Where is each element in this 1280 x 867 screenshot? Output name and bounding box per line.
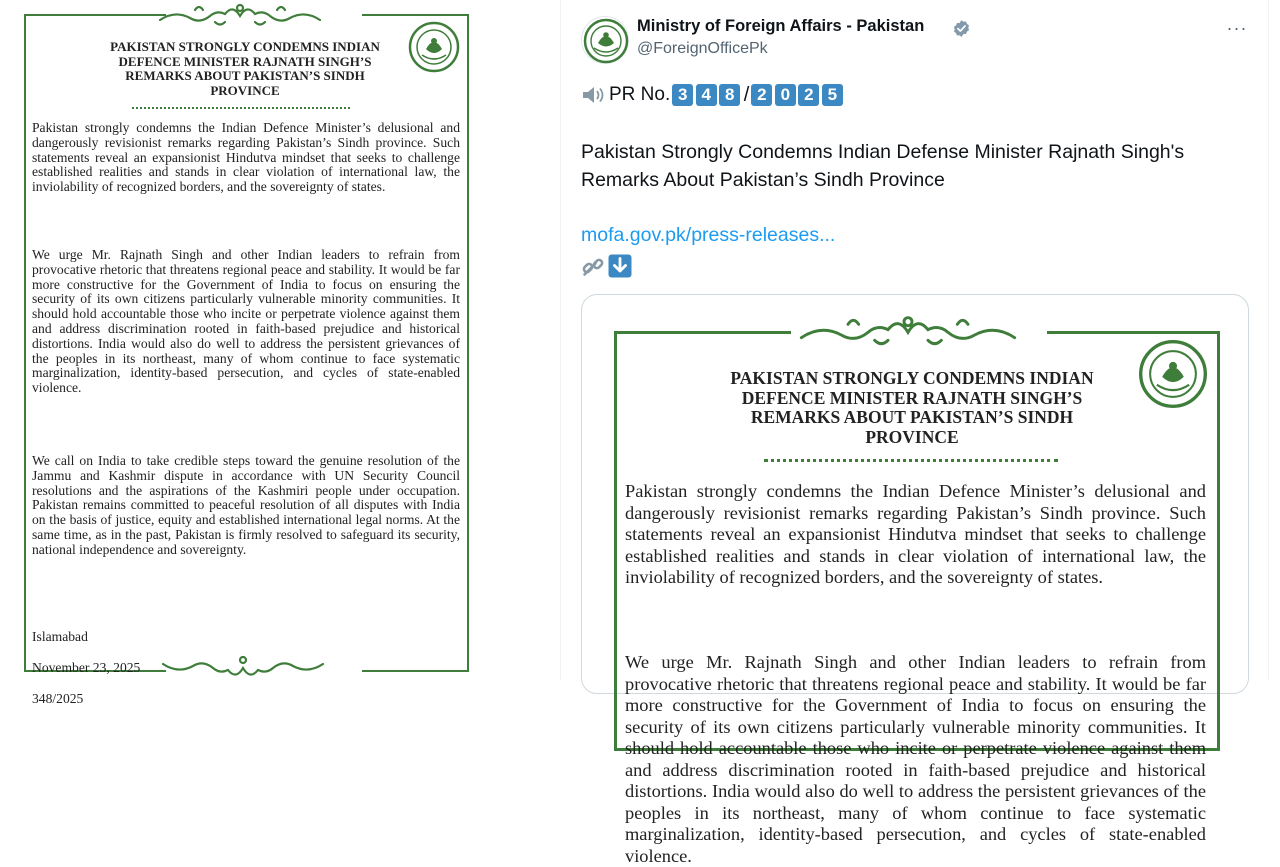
- document-ref: 348/2025: [32, 690, 84, 706]
- down-arrow-icon: [608, 254, 632, 278]
- tweet[interactable]: [561, 0, 1268, 866]
- document-title-line: DEFENCE MINISTER RAJNATH SINGH’S: [118, 53, 372, 69]
- press-release-link[interactable]: mofa.gov.pk/press-releases...: [581, 224, 836, 246]
- tweet-text: Pakistan Strongly Condemns Indian Defense Minister Rajnath Singh's Remarks About Pakistan’s Sindh Province: [581, 141, 1185, 191]
- keycap-digit: 8: [719, 84, 740, 106]
- ministry-seal-icon: [582, 17, 630, 65]
- document-paragraph-1: Pakistan strongly condemns the Indian Defence Minister’s delusional and dangerously revisionist remarks regarding Pakistan’s Sindh province. Such statements reveal an expansionist Hindutva mindset that seeks to challenge established realities and stands in clear violation of international law, the inviolability of recognized borders, and the sovereignty of states.: [32, 120, 460, 195]
- document-title-line: REMARKS ABOUT PAKISTAN’S SINDH: [750, 407, 1074, 427]
- speaker-icon: [581, 84, 607, 106]
- display-name[interactable]: Ministry of Foreign Affairs - Pakistan: [637, 17, 925, 35]
- ornament-bottom-icon: [158, 652, 328, 680]
- keycap-digit: 5: [822, 84, 843, 106]
- document-title-line: PAKISTAN STRONGLY CONDEMNS INDIAN: [730, 368, 1094, 388]
- handle[interactable]: @ForeignOfficePk: [637, 40, 768, 57]
- keycap-digit: 0: [775, 84, 796, 106]
- document-place: Islamabad: [32, 628, 88, 644]
- ministry-seal-icon: [1138, 339, 1208, 409]
- document-title-line: PROVINCE: [865, 426, 959, 447]
- keycap-digit: 4: [696, 84, 717, 106]
- document-date: November 23, 2025: [32, 659, 141, 675]
- title-divider: [764, 459, 1058, 462]
- ornament-top-icon: [155, 0, 325, 30]
- document-title-line: PAKISTAN STRONGLY CONDEMNS INDIAN: [110, 39, 380, 54]
- keycap-digit: 2: [798, 84, 819, 106]
- verified-badge-icon: [952, 19, 971, 38]
- document-footer: [32, 613, 140, 722]
- keycap-digit: 2: [751, 84, 772, 106]
- title-divider: [132, 107, 350, 109]
- press-release-document: [0, 0, 560, 706]
- document-paragraph-3: We call on India to take credible steps toward the genuine resolution of the Jammu and Kashmir dispute in accordance with UN Security Council resolutions and the aspirations of the Kashmiri people under occupation. Pakistan remains committed to peaceful resolution of all disputes with India on the basis of justice, equity and established international legal norms. At the same time, as in the past, Pakistan is firmly resolved to safeguard its security, national independence and sovereignty.: [32, 453, 460, 557]
- media-card[interactable]: [581, 294, 1249, 866]
- document-paragraph-2: We urge Mr. Rajnath Singh and other Indian leaders to refrain from provocative rhetoric that threatens regional peace and stability. It would be far more constructive for the Government of India to focus on ensuring the security of its own citizens particularly vulnerable minority communities. It should hold accountable those who incite or perpetrate violence against them and address discrimination rooted in faith-based prejudice and historical distortions. India would also do well to address the persistent grievances of the peoples in its northeast, many of whom continue to face systematic marginalization, identity-based persecution, and cycles of state-enabled violence.: [32, 247, 460, 396]
- more-options-icon[interactable]: ···: [1226, 18, 1248, 38]
- document-title-line: REMARKS ABOUT PAKISTAN’S SINDH: [125, 68, 365, 83]
- document-title-line: PROVINCE: [210, 82, 280, 98]
- pr-slash: /: [743, 83, 750, 106]
- press-release-number: [581, 82, 845, 108]
- timeline-border: [1268, 0, 1269, 680]
- document-title: [677, 369, 1147, 447]
- avatar[interactable]: [581, 16, 629, 64]
- ornament-top-icon: [794, 311, 1022, 351]
- document-title-line: DEFENCE MINISTER RAJNATH SINGH’S: [741, 387, 1083, 408]
- document-paragraph-1: Pakistan strongly condemns the Indian Defence Minister’s delusional and dangerously revisionist remarks regarding Pakistan’s Sindh province. Such statements reveal an expansionist Hindutva mindset that seeks to challenge established realities and stands in clear violation of international law, the inviolability of recognized borders, and the sovereignty of states.: [625, 481, 1206, 587]
- pr-label: PR No.: [609, 84, 671, 105]
- document-paragraph-2: We urge Mr. Rajnath Singh and other Indian leaders to refrain from provocative rhetoric that threatens regional peace and stability. It would be far more constructive for the Government of India to focus on ensuring the security of its own citizens particularly vulnerable minority communities. It should hold accountable those who incite or perpetrate violence against them and address discrimination rooted in faith-based prejudice and historical distortions. India would also do well to address the persistent grievances of the peoples in its northeast, many of whom continue to face systematic marginalization, identity-based persecution, and cycles of state-enabled violence.: [625, 652, 1206, 866]
- keycap-digit: 3: [672, 84, 693, 106]
- link-icon: [581, 254, 605, 278]
- link-icons: [581, 254, 632, 278]
- document-title: [70, 40, 420, 98]
